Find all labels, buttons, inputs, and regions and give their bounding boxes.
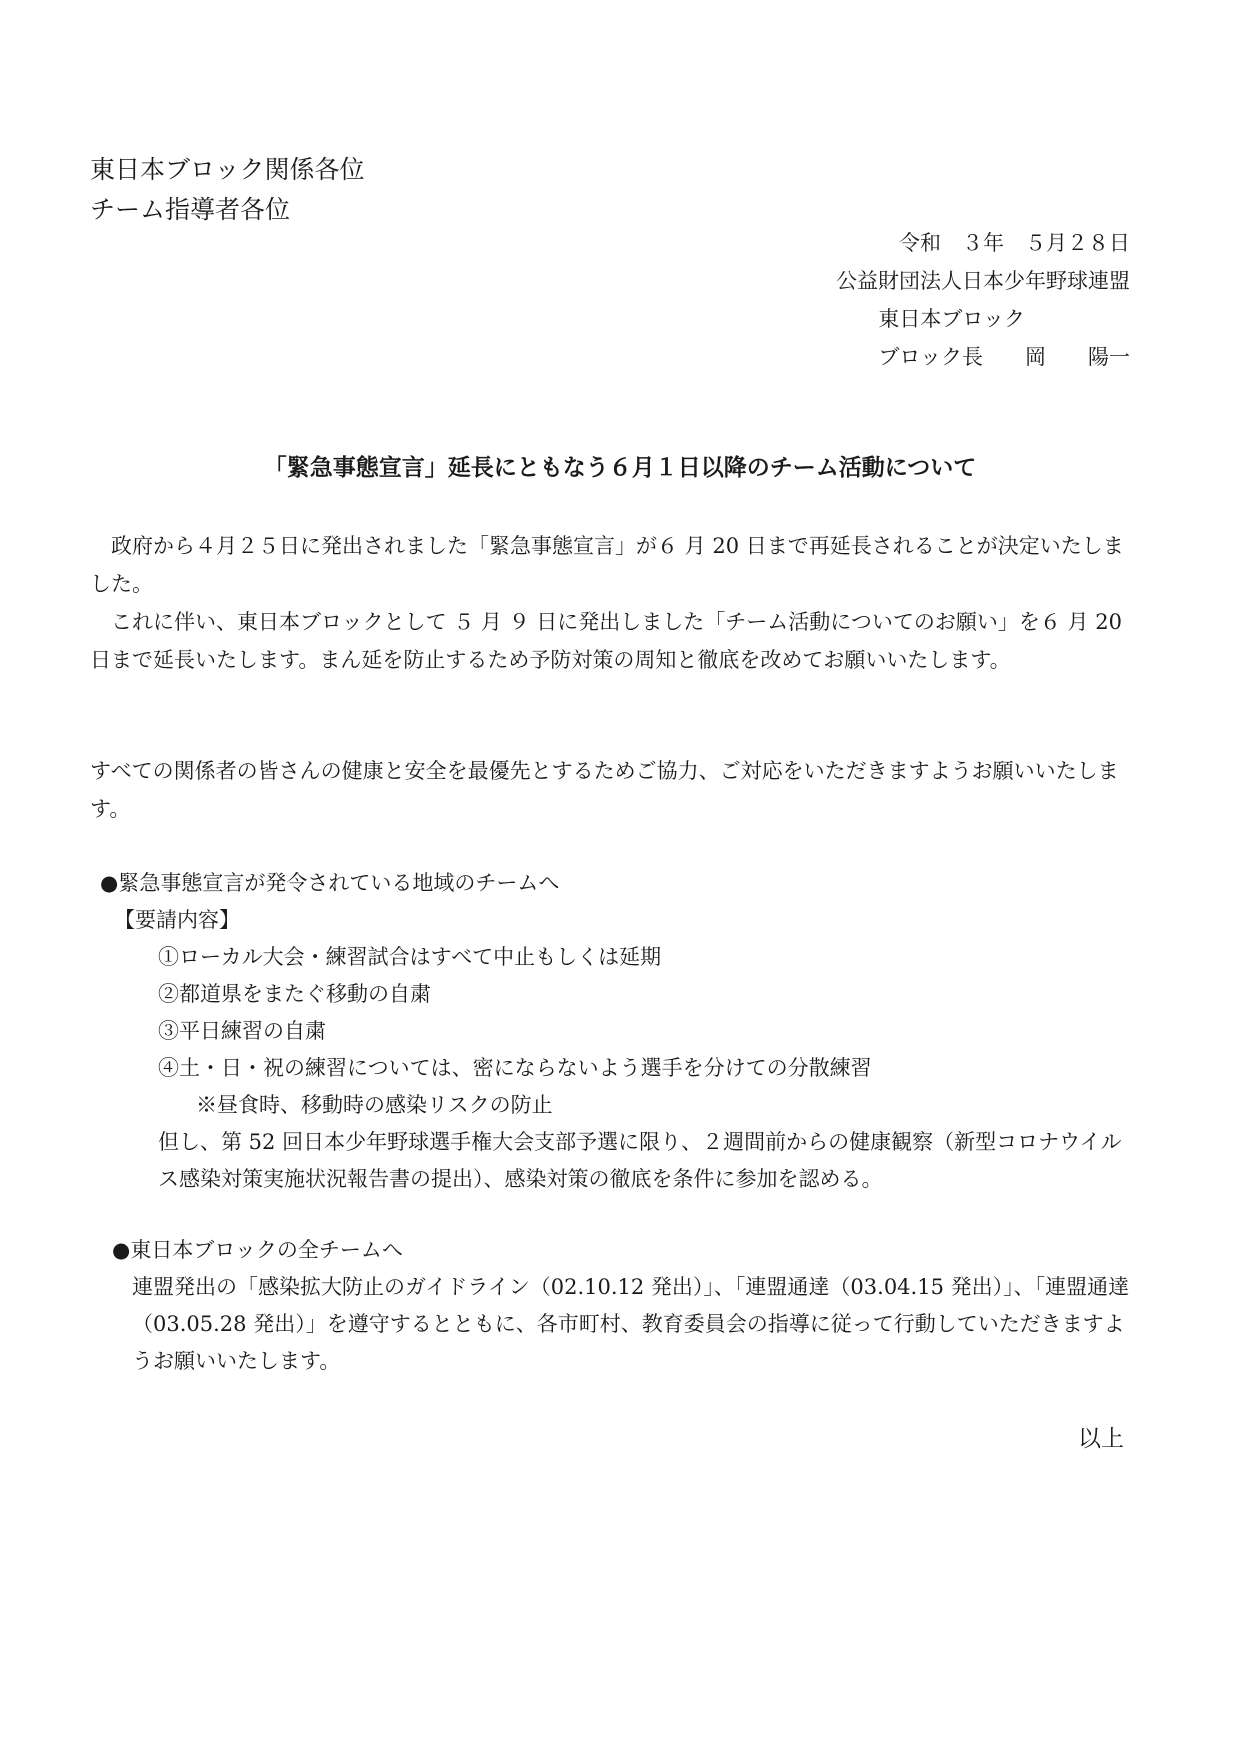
section-all-teams bbox=[112, 1232, 1130, 1380]
recipient-line: チーム指導者各位 bbox=[90, 195, 291, 224]
section-heading: ●東日本ブロックの全チームへ bbox=[112, 1238, 403, 1262]
section-heading: ●緊急事態宣言が発令されている地域のチームへ bbox=[100, 871, 560, 895]
request-item: ③平日練習の自粛 bbox=[158, 1019, 326, 1043]
sender-block-name: 東日本ブロック bbox=[878, 307, 1025, 331]
sender-organization: 公益財団法人日本少年野球連盟 bbox=[836, 269, 1130, 293]
sender-signer: ブロック長 岡 陽一 bbox=[878, 345, 1130, 369]
section-body: 連盟発出の「感染拡大防止のガイドライン（02.10.12 発出）」、「連盟通達（03.04.15 発出）」、「連盟通達（03.05.28 発出）」を遵守するとともに、各市町村、教育委員会の指導に従って行動していただきますようお願いいたします。 bbox=[132, 1275, 1130, 1373]
issue-date: 令和 ３年 ５月２８日 bbox=[899, 231, 1130, 255]
closing-mark: 以上 bbox=[1078, 1426, 1124, 1452]
section-emergency-areas bbox=[100, 865, 1130, 1198]
request-condition: 但し、第 52 回日本少年野球選手権大会支部予選に限り、２週間前からの健康観察（新型コロナウイルス感染対策実施状況報告書の提出）、感染対策の徹底を条件に参加を認める。 bbox=[158, 1130, 1122, 1191]
sender-block bbox=[828, 224, 1130, 376]
request-item: ④土・日・祝の練習については、密にならないよう選手を分けての分散練習 bbox=[158, 1056, 872, 1080]
request-item: ①ローカル大会・練習試合はすべて中止もしくは延期 bbox=[158, 945, 662, 969]
body-paragraph: これに伴い、東日本ブロックとして ５ 月 ９ 日に発出しました「チーム活動についてのお願い」を６ 月 20 日まで延長いたします。まん延を防止するため予防対策の周知と徹底を改めてお願いいたします。 bbox=[90, 610, 1122, 672]
body-paragraph: 政府から４月２５日に発出されました「緊急事態宣言」が６ 月 20 日まで再延長されることが決定いたしました。 bbox=[90, 534, 1124, 596]
recipient-line: 東日本ブロック関係各位 bbox=[90, 155, 365, 184]
recipients bbox=[90, 150, 365, 230]
document-title: 「緊急事態宣言」延長にともなう６月１日以降のチーム活動について bbox=[263, 455, 977, 481]
request-item: ②都道県をまたぐ移動の自粛 bbox=[158, 982, 431, 1006]
body-paragraph: すべての関係者の皆さんの健康と安全を最優先とするためご協力、ご対応をいただきますようお願いいたします。 bbox=[90, 759, 1119, 821]
request-label: 【要請内容】 bbox=[114, 908, 240, 932]
request-note: ※昼食時、移動時の感染リスクの防止 bbox=[196, 1093, 553, 1117]
